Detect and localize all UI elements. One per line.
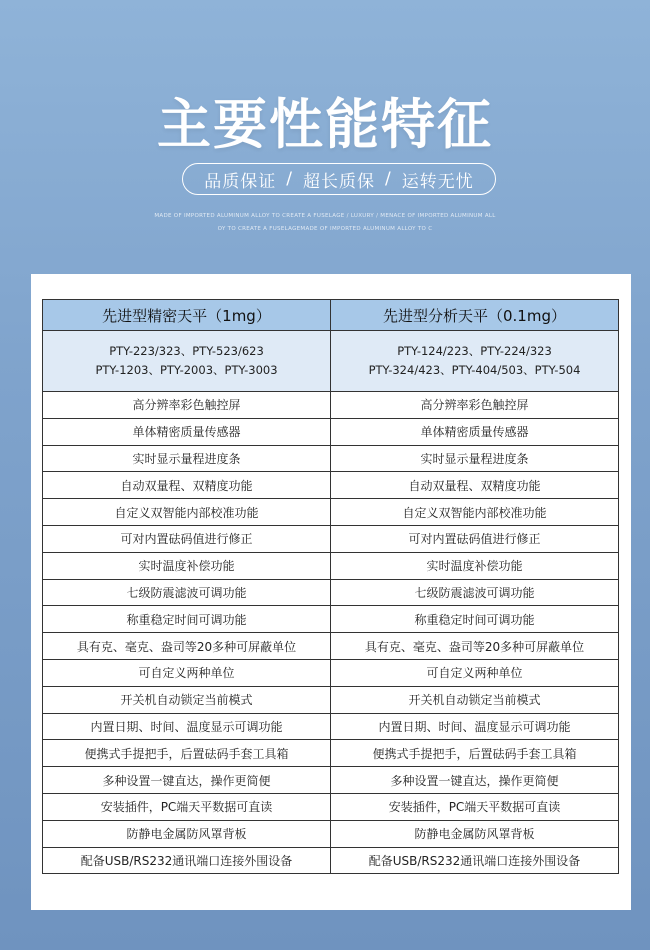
feature-cell-precision: 开关机自动锁定当前模式: [43, 686, 331, 713]
tagline-item: 品质保证: [204, 171, 277, 192]
feature-cell-precision: 可自定义两种单位: [43, 659, 331, 686]
feature-cell-analytical: 自动双量程、双精度功能: [331, 472, 619, 499]
feature-cell-precision: 配备USB/RS232通讯端口连接外围设备: [43, 847, 331, 874]
model-line: PTY-124/223、PTY-224/323: [397, 344, 552, 358]
table-row: [43, 499, 619, 526]
feature-cell-analytical: 可自定义两种单位: [331, 659, 619, 686]
table-row: [43, 740, 619, 767]
feature-cell-analytical: 自定义双智能内部校准功能: [331, 499, 619, 526]
tagline-pill: [182, 163, 496, 195]
table-row: [43, 793, 619, 820]
model-cell-precision: [43, 331, 331, 392]
feature-cell-precision: 自动双量程、双精度功能: [43, 472, 331, 499]
table-row: [43, 552, 619, 579]
table-row: [43, 847, 619, 874]
table-row: [43, 392, 619, 419]
feature-cell-precision: 实时显示量程进度条: [43, 445, 331, 472]
feature-cell-precision: 七级防震滤波可调功能: [43, 579, 331, 606]
feature-card: [31, 274, 631, 910]
table-row: [43, 579, 619, 606]
feature-cell-precision: 自定义双智能内部校准功能: [43, 499, 331, 526]
feature-cell-analytical: 配备USB/RS232通讯端口连接外围设备: [331, 847, 619, 874]
tagline-item: 超长质保: [303, 171, 375, 192]
table-row: [43, 659, 619, 686]
feature-cell-analytical: 具有克、毫克、盎司等20多种可屏蔽单位: [331, 633, 619, 660]
feature-cell-precision: 防静电金属防风罩背板: [43, 820, 331, 847]
feature-table: [42, 299, 619, 874]
feature-cell-precision: 称重稳定时间可调功能: [43, 606, 331, 633]
feature-cell-precision: 安装插件，PC端天平数据可直读: [43, 793, 331, 820]
feature-cell-analytical: 高分辨率彩色触控屏: [331, 392, 619, 419]
feature-cell-precision: 具有克、毫克、盎司等20多种可屏蔽单位: [43, 633, 331, 660]
table-row: [43, 525, 619, 552]
table-row: [43, 686, 619, 713]
feature-cell-analytical: 单体精密质量传感器: [331, 418, 619, 445]
feature-cell-analytical: 实时温度补偿功能: [331, 552, 619, 579]
model-cell-analytical: [331, 331, 619, 392]
tagline-separator: /: [286, 169, 293, 189]
table-row: [43, 418, 619, 445]
tagline-separator: /: [385, 169, 392, 189]
table-row: [43, 472, 619, 499]
feature-cell-analytical: 便携式手提把手，后置砝码手套工具箱: [331, 740, 619, 767]
fineprint-line-2: OY TO CREATE A FUSELAGEMADE OF IMPORTED ALUMINUM ALLOY TO C: [217, 226, 433, 232]
feature-cell-precision: 可对内置砝码值进行修正: [43, 525, 331, 552]
column-header-analytical: 先进型分析天平（0.1mg）: [331, 300, 619, 331]
feature-cell-precision: 实时温度补偿功能: [43, 552, 331, 579]
feature-cell-precision: 高分辨率彩色触控屏: [43, 392, 331, 419]
tagline-item: 运转无忧: [401, 171, 474, 192]
column-header-precision: 先进型精密天平（1mg）: [43, 300, 331, 331]
table-row: [43, 445, 619, 472]
model-row: [43, 331, 619, 392]
feature-cell-analytical: 可对内置砝码值进行修正: [331, 525, 619, 552]
fineprint-line-1: MADE OF IMPORTED ALUMINUM ALLOY TO CREATE A FUSELAGE / LUXURY / MENACE OF IMPORTED ALUMINUM ALL: [154, 213, 496, 219]
feature-cell-analytical: 安装插件，PC端天平数据可直读: [331, 793, 619, 820]
table-row: [43, 767, 619, 794]
table-row: [43, 633, 619, 660]
feature-cell-precision: 便携式手提把手，后置砝码手套工具箱: [43, 740, 331, 767]
model-line: PTY-223/323、PTY-523/623: [109, 344, 264, 358]
model-line: PTY-324/423、PTY-404/503、PTY-504: [368, 363, 581, 377]
feature-cell-analytical: 内置日期、时间、温度显示可调功能: [331, 713, 619, 740]
feature-cell-precision: 多种设置一键直达，操作更简便: [43, 767, 331, 794]
feature-cell-analytical: 实时显示量程进度条: [331, 445, 619, 472]
feature-cell-precision: 内置日期、时间、温度显示可调功能: [43, 713, 331, 740]
feature-cell-precision: 单体精密质量传感器: [43, 418, 331, 445]
feature-cell-analytical: 称重稳定时间可调功能: [331, 606, 619, 633]
feature-cell-analytical: 防静电金属防风罩背板: [331, 820, 619, 847]
model-line: PTY-1203、PTY-2003、PTY-3003: [95, 363, 278, 377]
table-row: [43, 606, 619, 633]
table-row: [43, 820, 619, 847]
feature-cell-analytical: 开关机自动锁定当前模式: [331, 686, 619, 713]
table-row: [43, 713, 619, 740]
table-header-row: [43, 300, 619, 331]
feature-cell-analytical: 多种设置一键直达，操作更简便: [331, 767, 619, 794]
page-title: 主要性能特征: [157, 93, 493, 156]
feature-cell-analytical: 七级防震滤波可调功能: [331, 579, 619, 606]
